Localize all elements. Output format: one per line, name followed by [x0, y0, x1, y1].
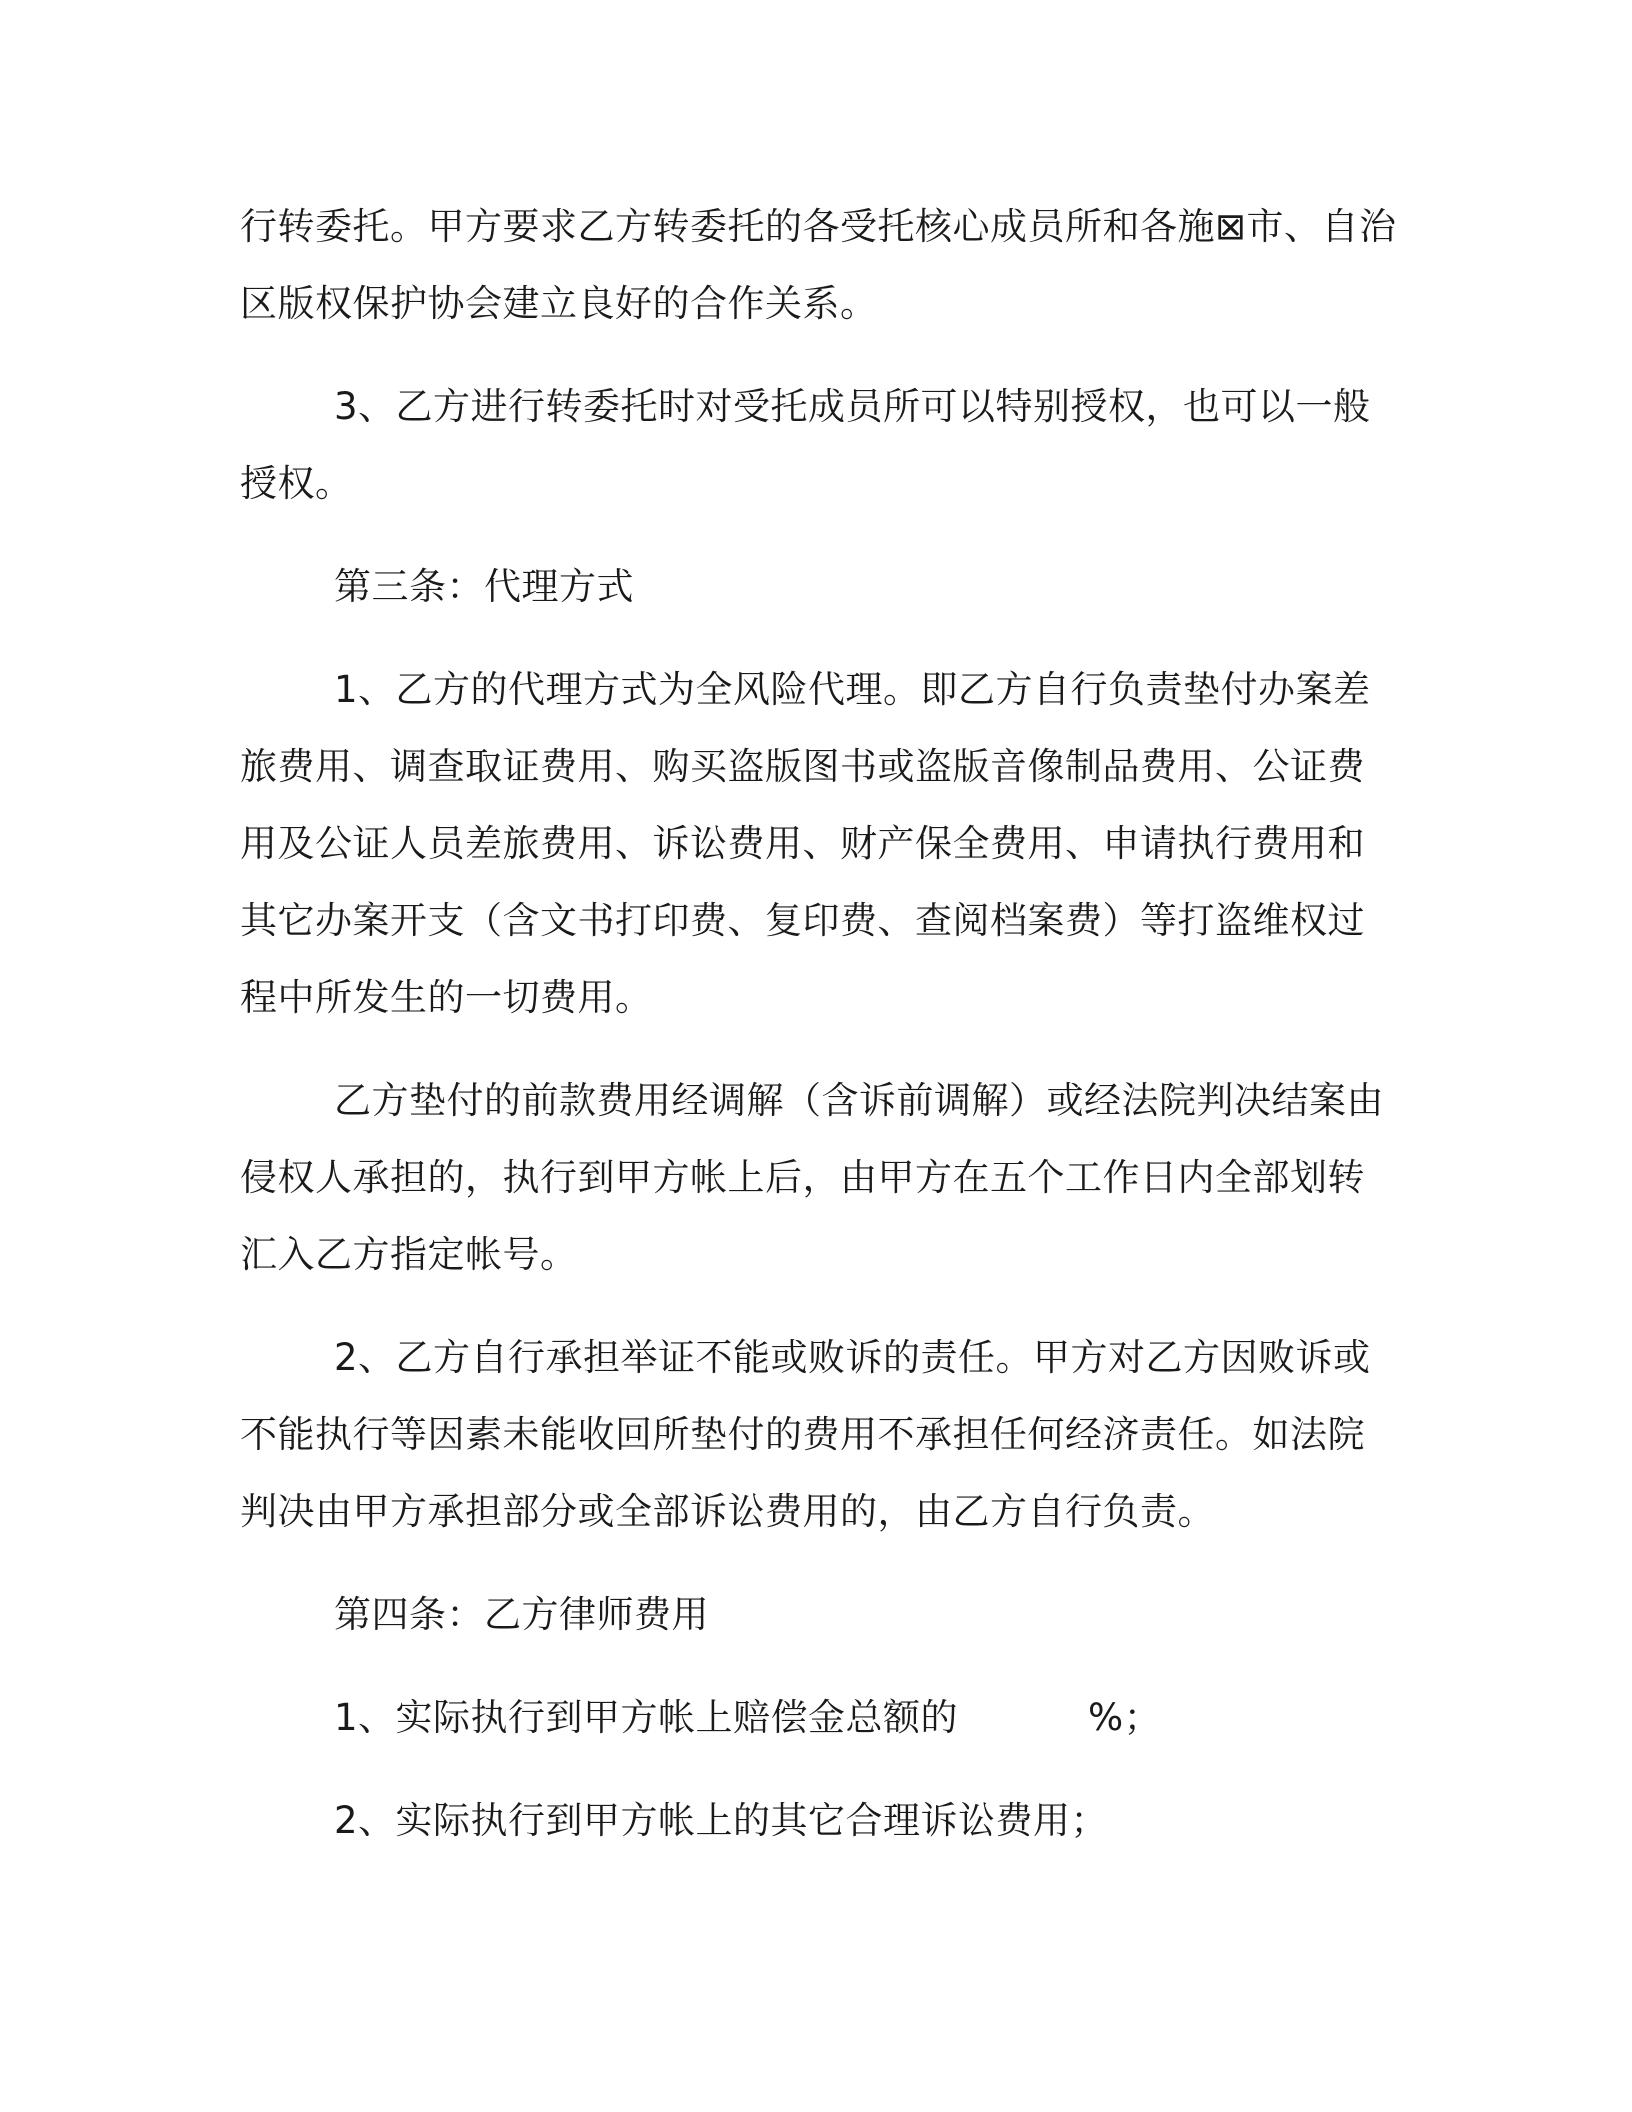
heading-text: 第三条：代理方式: [334, 565, 634, 608]
text-line: 程中所发生的一切费用。: [240, 976, 653, 1019]
text-line: 侵权人承担的，执行到甲方帐上后，由甲方在五个工作日内全部划转: [240, 1156, 1365, 1199]
article-4-heading: [240, 1576, 1400, 1653]
text-line: 用及公证人员差旅费用、诉讼费用、财产保全费用、申请执行费用和: [240, 822, 1365, 865]
text-line: 3、乙方进行转委托时对受托成员所可以特别授权，也可以一般: [334, 385, 1371, 428]
text-line: 2、乙方自行承担举证不能或败诉的责任。甲方对乙方因败诉或: [334, 1336, 1371, 1379]
text-line: 乙方垫付的前款费用经调解（含诉前调解）或经法院判决结案由: [334, 1079, 1384, 1122]
text-line: 不能执行等因素未能收回所垫付的费用不承担任何经济责任。如法院: [240, 1413, 1365, 1456]
text-line: 授权。: [240, 462, 353, 505]
text-fragment: %；: [1088, 1696, 1162, 1739]
text-line: 汇入乙方指定帐号。: [240, 1233, 578, 1276]
paragraph-advance-fees: [240, 1062, 1400, 1293]
paragraph-authorization: [240, 368, 1400, 522]
article-3-heading: [240, 548, 1400, 625]
text-line: 1、乙方的代理方式为全风险代理。即乙方自行负责垫付办案差: [334, 668, 1371, 711]
paragraph-other-costs: [240, 1782, 1400, 1859]
paragraph-fee-percentage: [240, 1679, 1400, 1756]
text-line: 判决由甲方承担部分或全部诉讼费用的，由乙方自行负责。: [240, 1490, 1215, 1533]
paragraph-liability: [240, 1319, 1400, 1550]
text-line: 行转委托。甲方要求乙方转委托的各受托核心成员所和各施⊠市、自治: [240, 205, 1397, 248]
heading-text: 第四条：乙方律师费用: [334, 1593, 709, 1636]
paragraph-full-risk-agency: [240, 651, 1400, 1036]
text-line: 区版权保护协会建立良好的合作关系。: [240, 282, 878, 325]
text-line: 旅费用、调查取证费用、购买盗版图书或盗版音像制品费用、公证费: [240, 745, 1365, 788]
paragraph-transfer-entrust: [240, 188, 1400, 342]
document-body: [240, 188, 1400, 1885]
text-line: 2、实际执行到甲方帐上的其它合理诉讼费用；: [334, 1799, 1109, 1842]
text-line: 其它办案开支（含文书打印费、复印费、查阅档案费）等打盗维权过: [240, 899, 1365, 942]
text-fragment: 1、实际执行到甲方帐上赔偿金总额的: [334, 1696, 959, 1739]
